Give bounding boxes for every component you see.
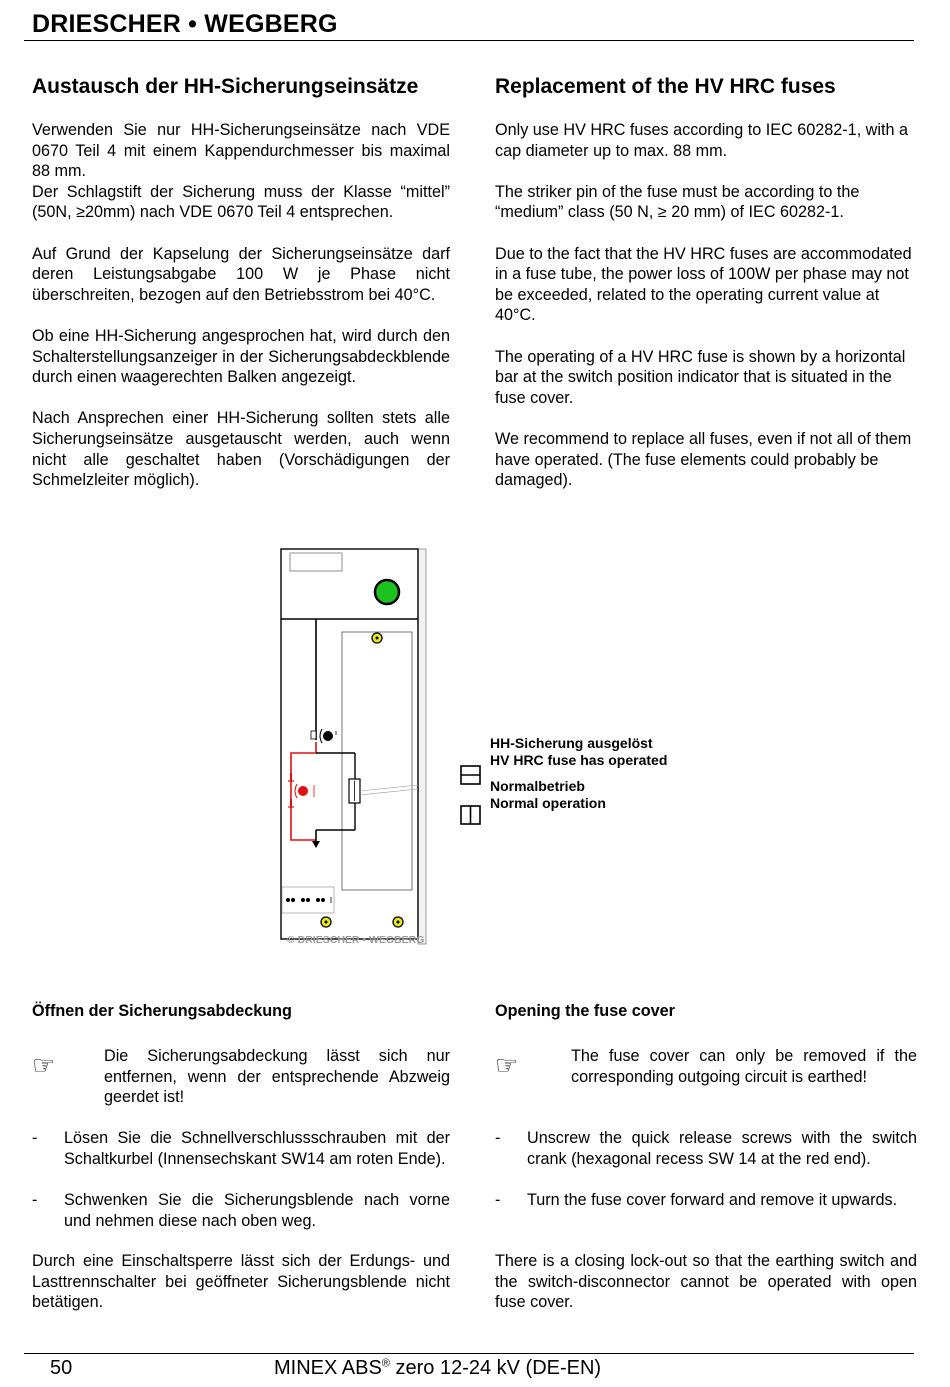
- paragraph-en-2: Due to the fact that the HV HRC fuses are accommodated in a fuse tube, the power loss of 100W per phase may not be exceeded, related to the operating current value at 40°C.: [495, 244, 912, 325]
- list-dash: -: [32, 1129, 38, 1147]
- legend-normal-en: Normal operation: [490, 795, 606, 811]
- list-dash: -: [495, 1129, 501, 1147]
- paragraph-de-3: Ob eine HH-Sicherung angesprochen hat, wird durch den Schalterstellungsanzeiger in der Sicherungsabdeckblende durch einen waagerechten Balken angezeigt.: [32, 326, 450, 387]
- paragraph-en-3: The operating of a HV HRC fuse is shown by a horizontal bar at the switch position indicator that is situated in the fuse cover.: [495, 347, 906, 407]
- registered-mark: ®: [381, 1357, 390, 1370]
- closing-en: There is a closing lock-out so that the earthing switch and the switch-disconnector cannot be operated with open fuse cover.: [495, 1252, 917, 1312]
- step-de-2: Schwenken Sie die Sicherungsblende nach vorne und nehmen diese nach oben weg.: [64, 1191, 450, 1230]
- paragraph-en-4: We recommend to replace all fuses, even if not all of them have operated. (The fuse elements could probably be damaged).: [495, 429, 912, 490]
- legend-operated-en: HV HRC fuse has operated: [490, 752, 668, 768]
- legend-normal: [490, 778, 606, 812]
- legend-normal-de: Normalbetrieb: [490, 778, 585, 794]
- section2-title-en: Opening the fuse cover: [495, 1002, 675, 1020]
- fuse-operated-icon: [461, 766, 480, 784]
- footer-product: MINEX ABS: [274, 1357, 382, 1379]
- fuse-cover: [342, 632, 412, 890]
- paragraph-de-2: Auf Grund der Kapselung der Sicherungseinsätze darf deren Leistungsabgabe 100 W je Phase nicht überschreiten, bezogen auf den Betriebsstrom bei 40°C.: [32, 244, 450, 304]
- footer-title: [274, 1357, 601, 1380]
- list-item: [32, 1128, 450, 1190]
- legend-operated: [490, 735, 667, 769]
- brand-header: DRIESCHER • WEGBERG: [32, 10, 338, 38]
- list-dash: -: [495, 1191, 501, 1209]
- title-en: Replacement of the HV HRC fuses: [495, 75, 836, 98]
- column-en: [495, 120, 913, 511]
- note-de: Die Sicherungsabdeckung lässt sich nur entfernen, wenn der entsprechende Abzweig geerdet ist!: [104, 1047, 450, 1107]
- hand-pointer-icon: ☞: [32, 1050, 56, 1080]
- list-item: [32, 1190, 450, 1232]
- header-rule: [24, 40, 914, 41]
- closing-de: Durch eine Einschaltsperre lässt sich der Erdungs- und Lasttrennschalter bei geöffneter Sicherungsblende nicht betätigen.: [32, 1252, 450, 1312]
- footer-rule: [24, 1353, 914, 1354]
- paragraph-de-4: Nach Ansprechen einer HH-Sicherung sollten stets alle Sicherungseinsätze ausgetauscht werden, auch wenn nicht alle geschaltet haben (Vorschädigungen der Schmelzleiter möglich).: [32, 409, 450, 490]
- list-item: [495, 1128, 917, 1170]
- switch-icon: [323, 731, 333, 741]
- section2-title-de: Öffnen der Sicherungsabdeckung: [32, 1002, 292, 1020]
- footer-product-rest: zero 12-24 kV (DE-EN): [389, 1357, 602, 1379]
- hand-pointer-icon: ☞: [495, 1050, 519, 1080]
- note-en: The fuse cover can only be removed if the corresponding outgoing circuit is earthed!: [571, 1047, 917, 1086]
- title-de: Austausch der HH-Sicherungseinsätze: [32, 75, 419, 98]
- step-de-1: Lösen Sie die Schnellverschlussschrauben mit der Schaltkurbel (Innensechskant SW14 am roten Ende).: [64, 1129, 450, 1168]
- normal-operation-icon: [461, 806, 480, 824]
- step-en-1: Unscrew the quick release screws with the switch crank (hexagonal recess SW 14 at the red end).: [527, 1129, 917, 1168]
- indicator-lamp-icon: [375, 580, 399, 604]
- paragraph-en-1: Only use HV HRC fuses according to IEC 60282-1, with a cap diameter up to max. 88 mm.: [495, 121, 908, 160]
- legend-symbols: [458, 763, 484, 827]
- page-number: 50: [50, 1357, 73, 1379]
- paragraph-de-1: Verwenden Sie nur HH-Sicherungseinsätze nach VDE 0670 Teil 4 mit einem Kappendurchmesser bis maximal 88 mm.: [32, 121, 450, 181]
- figure-copyright: © DRIESCHER • WEGBERG: [287, 934, 425, 946]
- legend-operated-de: HH-Sicherung ausgelöst: [490, 735, 653, 751]
- column-de: [32, 120, 450, 511]
- paragraph-en-1b: The striker pin of the fuse must be according to the “medium” class (50 N, ≥ 20 mm) of IEC 60282-1.: [495, 182, 860, 222]
- paragraph-de-1b: Der Schlagstift der Sicherung muss der Klasse “mittel” (50N, ≥20mm) nach VDE 0670 Teil 4 entsprechen.: [32, 182, 450, 222]
- step-en-2: Turn the fuse cover forward and remove it upwards.: [527, 1191, 898, 1209]
- switchgear-diagram: [270, 545, 450, 950]
- earthing-switch-icon: [298, 786, 308, 796]
- list-dash: -: [32, 1191, 38, 1209]
- list-item: [495, 1190, 917, 1232]
- label-plate: [290, 553, 342, 571]
